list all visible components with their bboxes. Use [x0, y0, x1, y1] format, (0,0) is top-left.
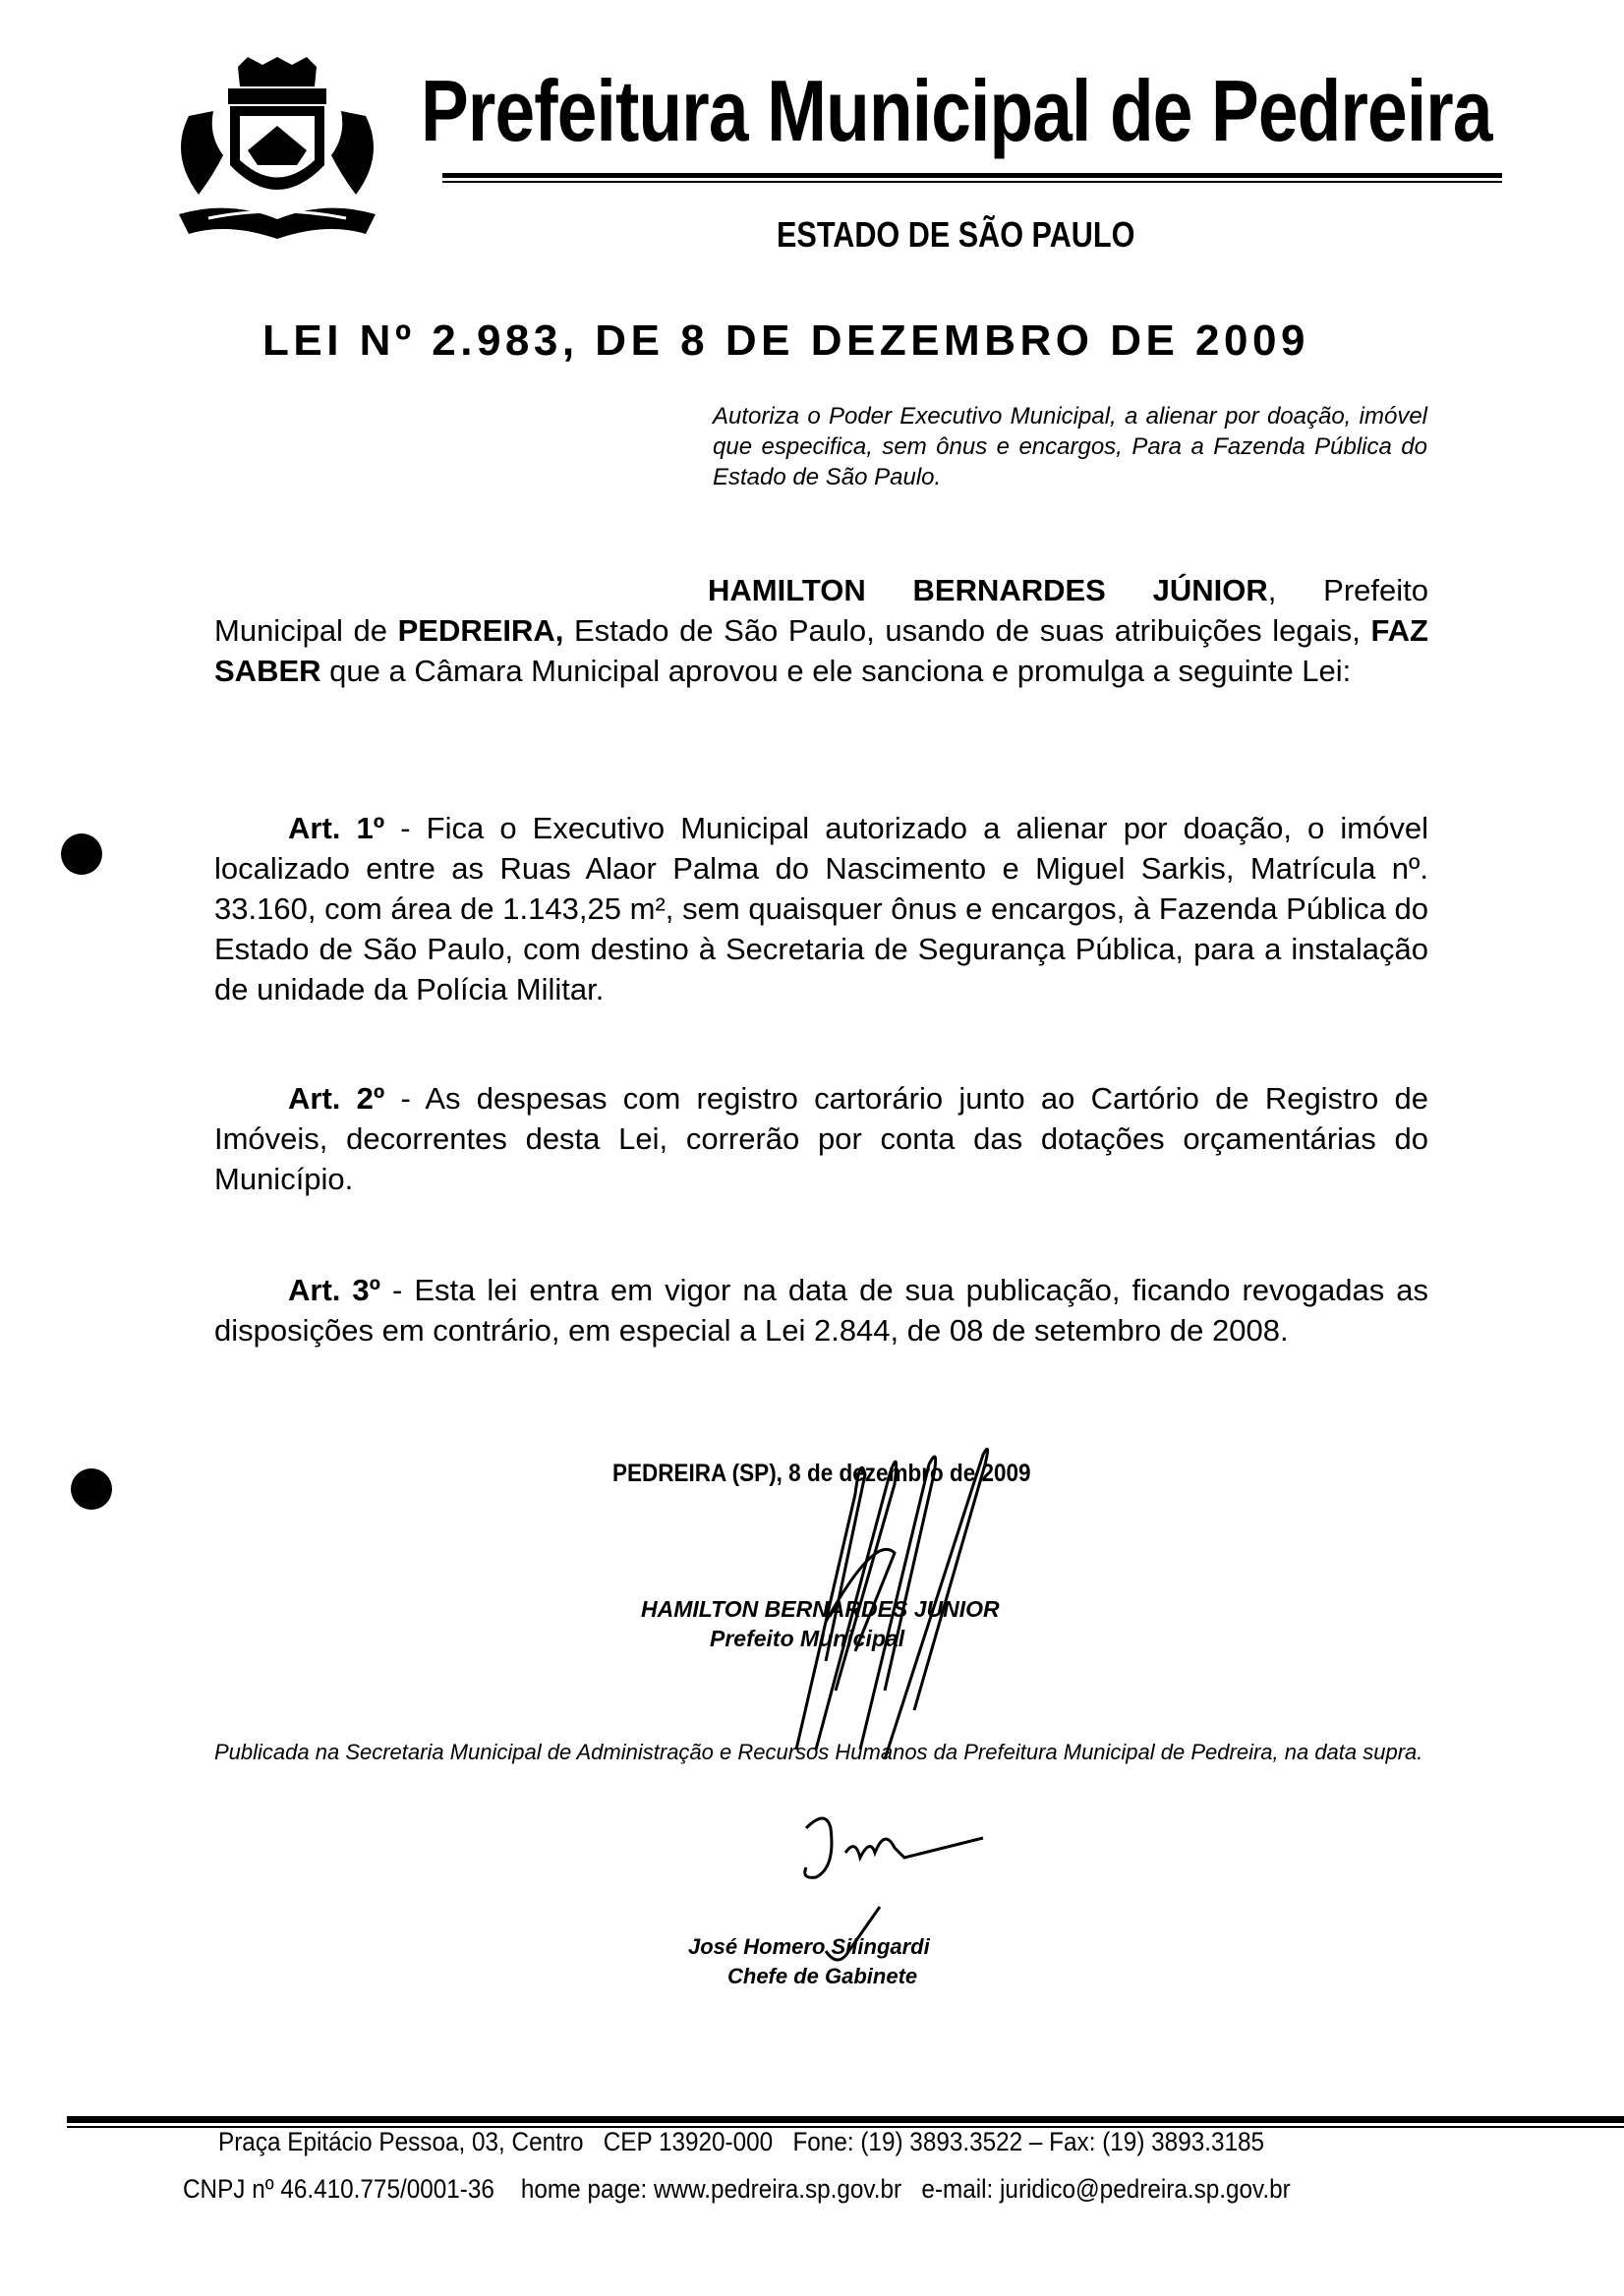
header-divider [442, 173, 1502, 178]
page-title: Prefeitura Municipal de Pedreira [421, 62, 1492, 159]
footer-address: Praça Epitácio Pessoa, 03, Centro CEP 13920-000 Fone: (19) 3893.3522 – Fax: (19) 3893.3185 [218, 2127, 1265, 2156]
signatory-name: HAMILTON BERNARDES JUNIOR [641, 1596, 1000, 1622]
article-text: - As despesas com registro cartorário junto ao Cartório de Registro de Imóveis, decorrentes desta Lei, correrão por conta das dotações orçamentárias do Município. [214, 1081, 1428, 1196]
article-2 [214, 1078, 1428, 1199]
city-name: PEDREIRA, [397, 613, 564, 648]
article-label: Art. 3º [288, 1273, 380, 1307]
article-3 [214, 1270, 1428, 1350]
preamble-text: , Prefeito Municipal de [214, 573, 1428, 648]
punch-hole [61, 833, 102, 875]
chief-role: Chefe de Gabinete [727, 1964, 918, 1988]
state-subtitle: ESTADO DE SÃO PAULO [777, 214, 1135, 255]
preamble [214, 570, 1428, 691]
article-label: Art. 1º [288, 811, 385, 845]
signatory-role: Prefeito Municipal [710, 1626, 905, 1651]
article-text: - Fica o Executivo Municipal autorizado a alienar por doação, o imóvel localizado entre as Ruas Alaor Palma do Nascimento e Miguel Sarkis, Matrícula nº. 33.160, com área de 1.143,25 m², sem quaisquer ônus e encargos, à Fazenda Pública do Estado de São Paulo, com destino à Secretaria de Segurança Pública, para a instalação de unidade da Polícia Militar. [214, 811, 1428, 1006]
header-divider-thin [442, 181, 1502, 183]
signature-date: PEDREIRA (SP), 8 de dezembro de 2009 [612, 1460, 1031, 1487]
mayor-signature [767, 1435, 1003, 1759]
punch-hole [71, 1468, 112, 1510]
law-title: LEI Nº 2.983, DE 8 DE DEZEMBRO DE 2009 [262, 316, 1309, 365]
footer-divider [67, 2116, 1624, 2123]
faz-saber: FAZ SABER [214, 613, 1428, 688]
publication-note: Publicada na Secretaria Municipal de Administração e Recursos Humanos da Prefeitura Municipal de Pedreira, na data supra. [214, 1740, 1423, 1764]
mayor-name: HAMILTON BERNARDES JÚNIOR [708, 573, 1268, 607]
article-text: - Esta lei entra em vigor na data de sua publicação, ficando revogadas as disposições em contrário, em especial a Lei 2.844, de 08 de setembro de 2008. [214, 1273, 1428, 1348]
article-1 [214, 808, 1428, 1009]
preamble-text: que a Câmara Municipal aprovou e ele sanciona e promulga a seguinte Lei: [320, 654, 1352, 688]
chief-name: José Homero Silingardi [688, 1934, 930, 1959]
preamble-text: Estado de São Paulo, usando de suas atribuições legais, [563, 613, 1371, 648]
article-label: Art. 2º [288, 1081, 385, 1116]
law-summary: Autoriza o Poder Executivo Municipal, a alienar por doação, imóvel que especifica, sem ônus e encargos, Para a Fazenda Pública do Estado de São Paulo. [713, 403, 1427, 490]
footer-contact: CNPJ nº 46.410.775/0001-36 home page: www.pedreira.sp.gov.br e-mail: juridico@pedreira.sp.gov.br [183, 2174, 1291, 2204]
coat-of-arms-icon [169, 57, 385, 246]
